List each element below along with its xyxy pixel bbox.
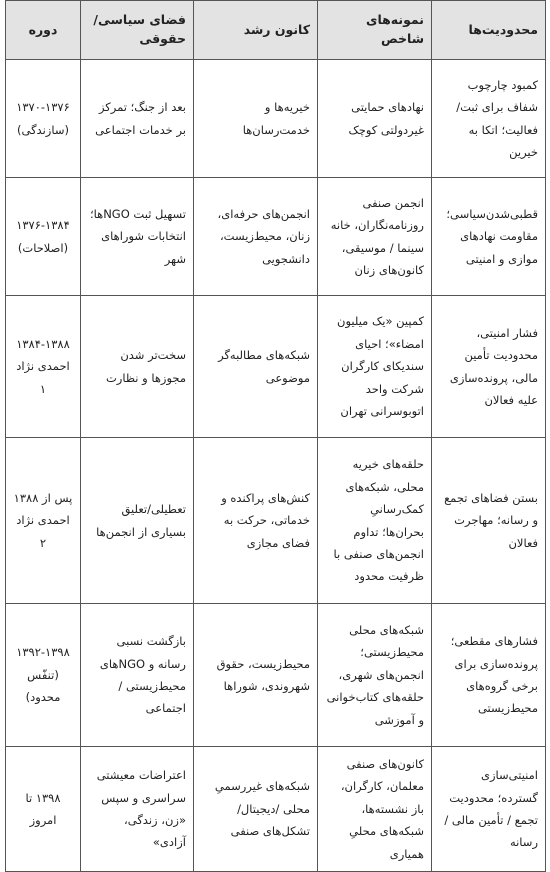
cell-growth: شبکه‌های غیررسمیِ محلی /دیجیتال/ تشکل‌های صنفی: [194, 747, 318, 872]
header-limits: محدودیت‌ها: [432, 1, 546, 60]
cell-indicators: نهادهای حمایتی غیردولتی کوچک: [318, 60, 432, 178]
header-period: دوره: [6, 1, 81, 60]
cell-limits: امنیتی‌سازی گسترده؛ محدودیت تجمع / تأمین مالی /رسانه: [432, 747, 546, 872]
table-row: [6, 60, 546, 178]
header-growth: کانون رشد: [194, 1, 318, 60]
table-row: [6, 604, 546, 747]
table-row: [6, 178, 546, 296]
cell-growth: انجمن‌های حرفه‌ای، زنان، محیط‌زیست، دانشجویی: [194, 178, 318, 296]
cell-limits: فشارهای مقطعی؛ پرونده‌سازی برای برخی گروه‌های محیط‌زیستی: [432, 604, 546, 747]
cell-indicators: حلقه‌های خیریه محلی، شبکه‌های کمک‌رسانیِ بحران‌ها؛ تداوم انجمن‌های صنفی با ظرفیت محدود: [318, 438, 432, 604]
cell-space: تسهیل ثبت NGOها؛ انتخابات شوراهای شهر: [81, 178, 194, 296]
cell-period: ۱۳۹۸ تا امروز: [6, 747, 81, 872]
cell-space: سخت‌تر شدن مجوزها و نظارت: [81, 296, 194, 438]
cell-growth: شبکه‌های مطالبه‌گر موضوعی: [194, 296, 318, 438]
cell-growth: محیط‌زیست، حقوق شهروندی، شوراها: [194, 604, 318, 747]
cell-space: تعطیلی/تعلیق بسیاری از انجمن‌ها: [81, 438, 194, 604]
header-indicators: نمونه‌های شاخص: [318, 1, 432, 60]
cell-indicators: کانون‌های صنفی معلمان، کارگران، باز نشسته‌ها، شبکه‌های محلیِ همیاری: [318, 747, 432, 872]
cell-period: پس از ۱۳۸۸ احمدی نژاد ۲: [6, 438, 81, 604]
cell-period: ۱۳۸۴-۱۳۸۸ احمدی نژاد ۱: [6, 296, 81, 438]
cell-indicators: کمپین «یک میلیون امضاء»؛ احیای سندیکای کارگران شرکت واحد اتوبوسرانی تهران: [318, 296, 432, 438]
cell-limits: بستن فضاهای تجمع و رسانه؛ مهاجرت فعالان: [432, 438, 546, 604]
cell-limits: قطبی‌شدن‌سیاسی؛ مقاومت نهادهای موازی و امنیتی: [432, 178, 546, 296]
cell-indicators: شبکه‌های محلی محیط‌زیستی؛ انجمن‌های شهری، حلقه‌های کتاب‌خوانی و آموزشی: [318, 604, 432, 747]
table-row: [6, 296, 546, 438]
cell-period: ۱۳۷۶-۱۳۸۴ (اصلاحات): [6, 178, 81, 296]
civil-society-periods-table: [5, 0, 546, 872]
cell-period: ۱۳۹۲-۱۳۹۸ (تنفّس محدود): [6, 604, 81, 747]
cell-indicators: انجمن صنفی روزنامه‌نگاران، خانه سینما / موسیقی، کانون‌های زنان: [318, 178, 432, 296]
cell-growth: کنش‌های پراکنده و خدماتی، حرکت به فضای مجازی: [194, 438, 318, 604]
cell-limits: فشار امنیتی، محدودیت تأمین مالی، پرونده‌سازی علیه فعالان: [432, 296, 546, 438]
cell-space: بعد از جنگ؛ تمرکز بر خدمات اجتماعی: [81, 60, 194, 178]
cell-space: بازگشت نسبی رسانه و NGOهای محیط‌زیستی / اجتماعی: [81, 604, 194, 747]
table-row: [6, 747, 546, 872]
cell-space: اعتراضات معیشتی سراسری و سپس «زن، زندگی، آزادی»: [81, 747, 194, 872]
cell-growth: خیریه‌ها و خدمت‌رسان‌ها: [194, 60, 318, 178]
table-header-row: [6, 1, 546, 60]
header-space: فضای سیاسی/ حقوقی: [81, 1, 194, 60]
cell-period: ۱۳۷۰-۱۳۷۶ (سازندگی): [6, 60, 81, 178]
cell-limits: کمبود چارچوب شفاف برای ثبت/فعالیت؛ اتکا به خیرین: [432, 60, 546, 178]
cropped-caption-remnant: [0, 858, 550, 869]
table-row: [6, 438, 546, 604]
